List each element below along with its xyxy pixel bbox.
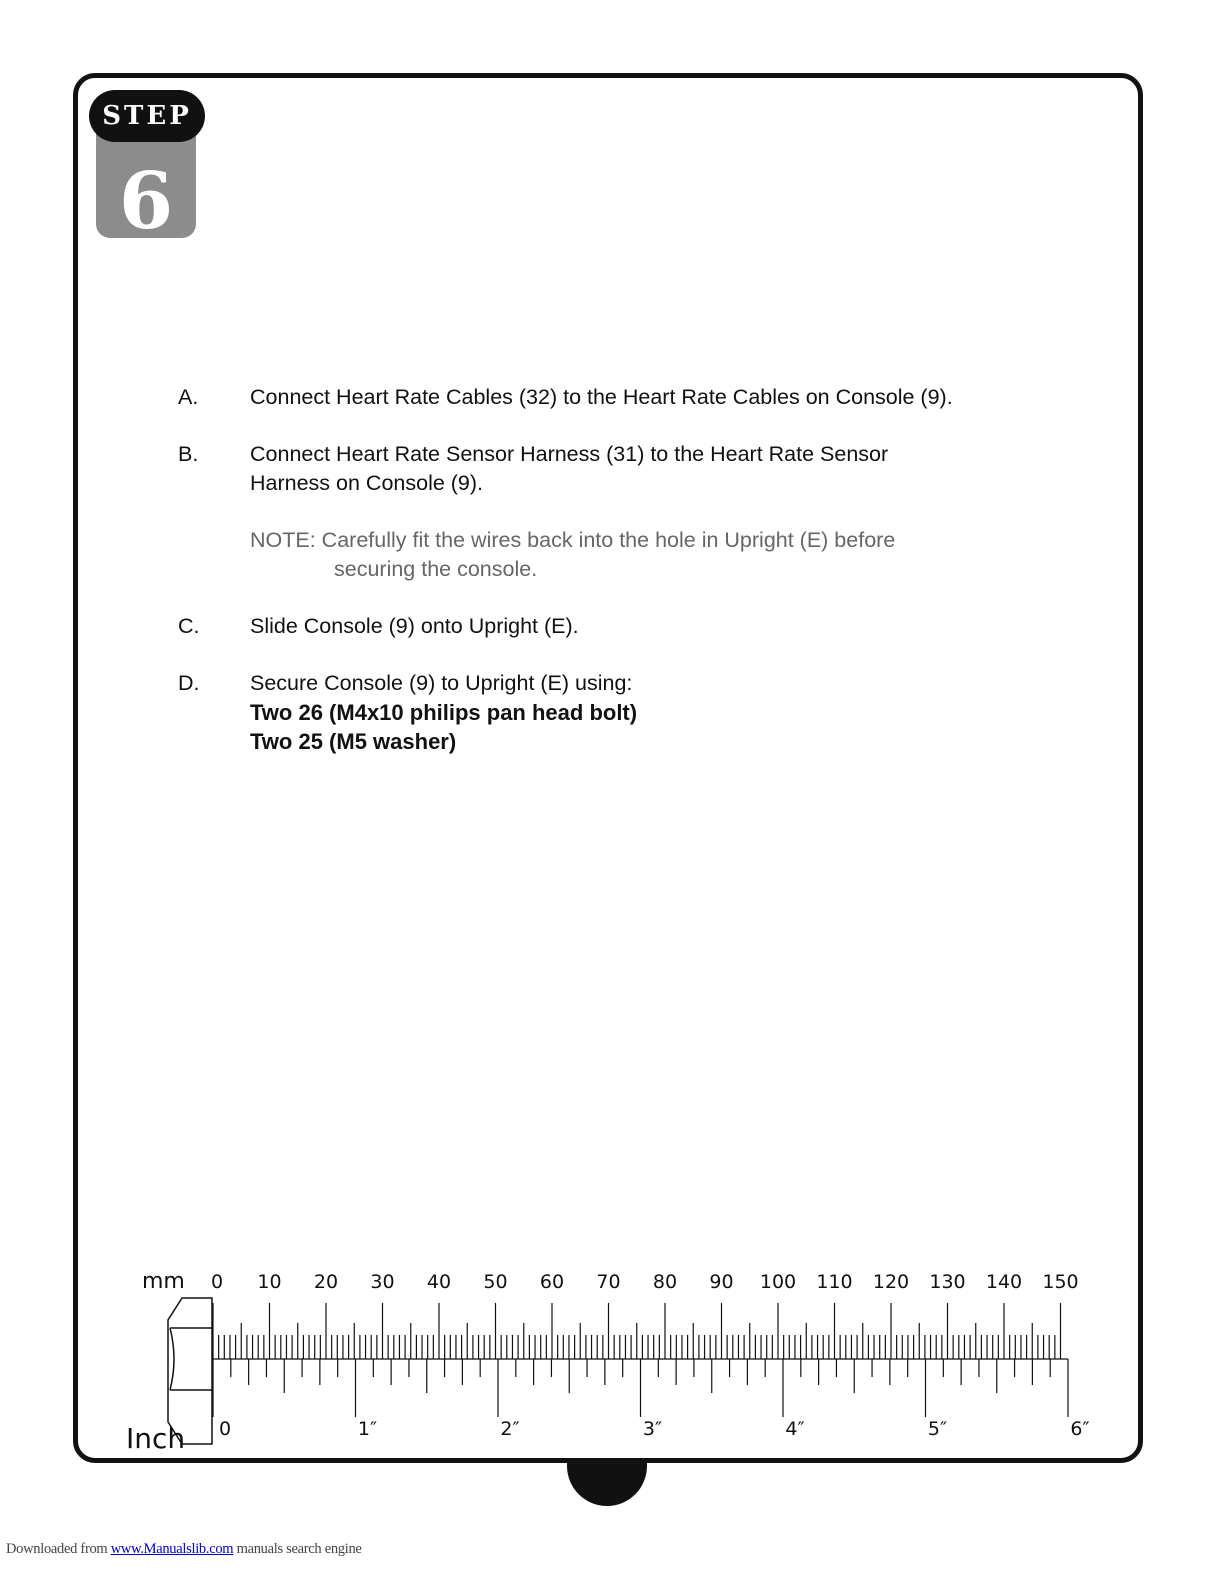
instruction-line: Connect Heart Rate Sensor Harness (31) to the Heart Rate Sensor bbox=[250, 442, 889, 466]
note bbox=[178, 526, 1078, 584]
step-label: STEP bbox=[89, 90, 205, 142]
mm-tick-label: 30 bbox=[370, 1271, 395, 1293]
instruction-a bbox=[178, 383, 1078, 412]
instruction-d bbox=[178, 669, 1078, 756]
hardware-line: Two 26 (M4x10 philips pan head bolt) bbox=[250, 700, 638, 725]
measuring-ruler bbox=[120, 1262, 1120, 1462]
mm-tick-label: 40 bbox=[426, 1271, 452, 1293]
mm-tick-label: 10 bbox=[257, 1271, 282, 1293]
note-line-1: NOTE: Carefully fit the wires back into the hole in Upright (E) before bbox=[250, 528, 896, 552]
mm-tick-label: 120 bbox=[872, 1271, 910, 1293]
inch-label: Inch bbox=[126, 1422, 186, 1455]
instruction-letter: A. bbox=[178, 385, 199, 409]
footer bbox=[6, 1541, 362, 1558]
inch-scale bbox=[213, 1359, 1090, 1440]
mm-tick-label: 0 bbox=[210, 1271, 224, 1293]
mm-tick-label: 60 bbox=[539, 1271, 565, 1293]
mm-tick-label: 130 bbox=[929, 1271, 966, 1293]
inch-tick-label: 0 bbox=[218, 1418, 232, 1440]
step-number: 6 bbox=[118, 156, 174, 247]
mm-tick-label: 50 bbox=[483, 1271, 508, 1293]
instruction-text: Connect Heart Rate Cables (32) to the Heart Rate Cables on Console (9). bbox=[250, 385, 953, 409]
inch-tick-label: 4″ bbox=[785, 1418, 805, 1440]
mm-tick-label: 90 bbox=[709, 1271, 734, 1293]
instruction-text bbox=[250, 440, 1078, 498]
instruction-text bbox=[250, 669, 1078, 756]
page-frame bbox=[73, 73, 1143, 1463]
instruction-letter: B. bbox=[178, 442, 199, 466]
inch-tick-label: 1″ bbox=[357, 1418, 378, 1440]
manualslib-link[interactable]: www.Manualslib.com bbox=[110, 1541, 234, 1557]
instructions bbox=[178, 383, 1078, 756]
inch-tick-label: 5″ bbox=[927, 1418, 948, 1440]
step-badge bbox=[96, 90, 206, 247]
hardware-line: Two 25 (M5 washer) bbox=[250, 729, 457, 754]
mm-label: mm bbox=[142, 1269, 185, 1294]
instruction-text: Slide Console (9) onto Upright (E). bbox=[250, 614, 579, 638]
instruction-letter: D. bbox=[178, 671, 200, 695]
instruction-b bbox=[178, 440, 1078, 498]
mm-tick-label: 100 bbox=[759, 1271, 797, 1293]
instruction-c bbox=[178, 612, 1078, 641]
mm-tick-label: 80 bbox=[652, 1271, 678, 1293]
inch-tick-label: 3″ bbox=[642, 1418, 663, 1440]
mm-tick-label: 20 bbox=[313, 1271, 339, 1293]
inch-tick-label: 2″ bbox=[500, 1418, 520, 1440]
page-tab bbox=[567, 1460, 647, 1506]
mm-tick-label: 70 bbox=[596, 1271, 621, 1293]
inch-tick-label: 6″ bbox=[1070, 1418, 1090, 1440]
instruction-line: Secure Console (9) to Upright (E) using: bbox=[250, 671, 633, 695]
mm-tick-label: 150 bbox=[1042, 1271, 1079, 1293]
mm-tick-label: 140 bbox=[985, 1271, 1023, 1293]
note-line-2: securing the console. bbox=[334, 557, 538, 581]
mm-tick-label: 110 bbox=[816, 1271, 853, 1293]
mm-scale bbox=[211, 1271, 1079, 1359]
footer-suffix: manuals search engine bbox=[233, 1541, 362, 1557]
footer-prefix: Downloaded from bbox=[6, 1541, 111, 1557]
instruction-letter: C. bbox=[178, 614, 200, 638]
instruction-line: Harness on Console (9). bbox=[250, 471, 484, 495]
